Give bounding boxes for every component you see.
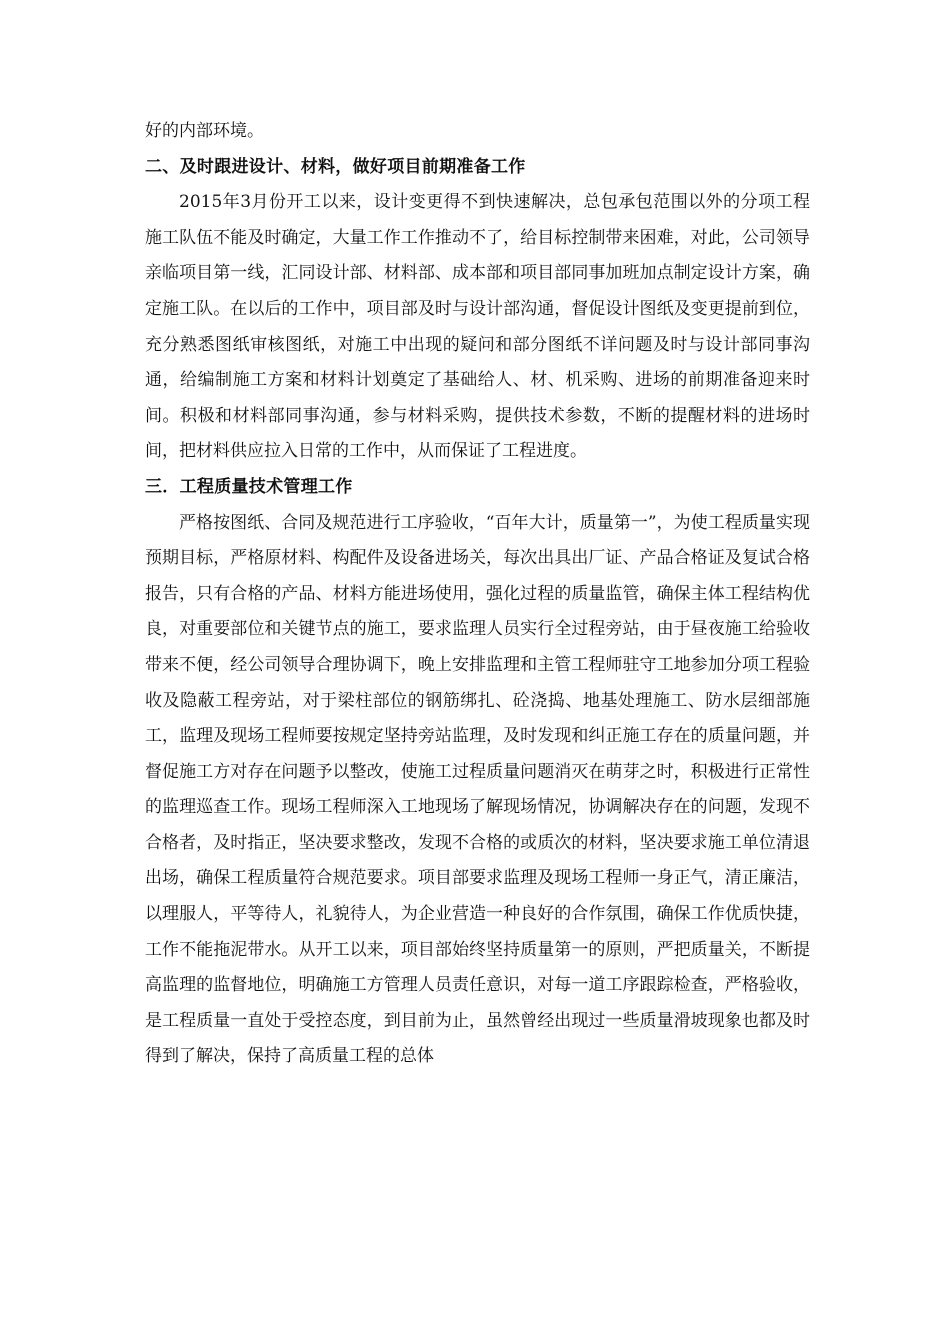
section-heading-3: 三．工程质量技术管理工作 xyxy=(145,476,353,497)
section-heading-2: 二、及时跟进设计、材料，做好项目前期准备工作 xyxy=(145,156,526,177)
paragraph-quality-management: 严格按图纸、合同及规范进行工序验收，“百年大计，质量第一”，为使工程质量实现预期目标，严格原材料、构配件及设备进场关，每次出具出厂证、产品合格证及复试合格报告，只有合格的产品、材料方能进场使用，强化过程的质量监管，确保主体工程结构优良，对重要部位和关键节点的施工，要求监理人员实行全过程旁站，由于昼夜施工给验收带来不便，经公司领导合理协调下，晚上安排监理和主管工程师驻守工地参加分项工程验收及隐蔽工程旁站，对于梁柱部位的钢筋绑扎、砼浇捣、地基处理施工、防水层细部施工，监理及现场工程师要按规定坚持旁站监理，及时发现和纠正施工存在的质量问题，并督促施工方对存在问题予以整改，使施工过程质量问题消灭在萌芽之时，积极进行正常性的监理巡查工作。现场工程师深入工地现场了解现场情况，协调解决存在的问题，发现不合格者，及时指正，坚决要求整改，发现不合格的或质次的材料，坚决要求施工单位清退出场，确保工程质量符合规范要求。项目部要求监理及现场工程师一身正气，清正廉洁，以理服人，平等待人，礼貌待人，为企业营造一种良好的合作氛围，确保工作优质快捷，工作不能拖泥带水。从开工以来，项目部始终坚持质量第一的原则，严把质量关，不断提高监理的监督地位，明确施工方管理人员责任意识，对每一道工序跟踪检查，严格验收，是工程质量一直处于受控态度，到目前为止，虽然曾经出现过一些质量滑坡现象也都及时得到了解决，保持了高质量工程的总体 xyxy=(145,512,810,1067)
paragraph-continuation: 好的内部环境。 xyxy=(145,121,264,141)
document-page xyxy=(145,114,810,1075)
paragraph-design-materials: 2015年3月份开工以来，设计变更得不到快速解决，总包承包范围以外的分项工程施工队伍不能及时确定，大量工作工作推动不了，给目标控制带来困难，对此，公司领导亲临项目第一线，汇同设计部、材料部、成本部和项目部同事加班加点制定设计方案，确定施工队。在以后的工作中，项目部及时与设计部沟通，督促设计图纸及变更提前到位，充分熟悉图纸审核图纸，对施工中出现的疑问和部分图纸不详问题及时与设计部同事沟通，给编制施工方案和材料计划奠定了基础给人、材、机采购、进场的前期准备迎来时间。积极和材料部同事沟通，参与材料采购，提供技术参数，不断的提醒材料的进场时间，把材料供应拉入日常的工作中，从而保证了工程进度。 xyxy=(145,192,810,462)
